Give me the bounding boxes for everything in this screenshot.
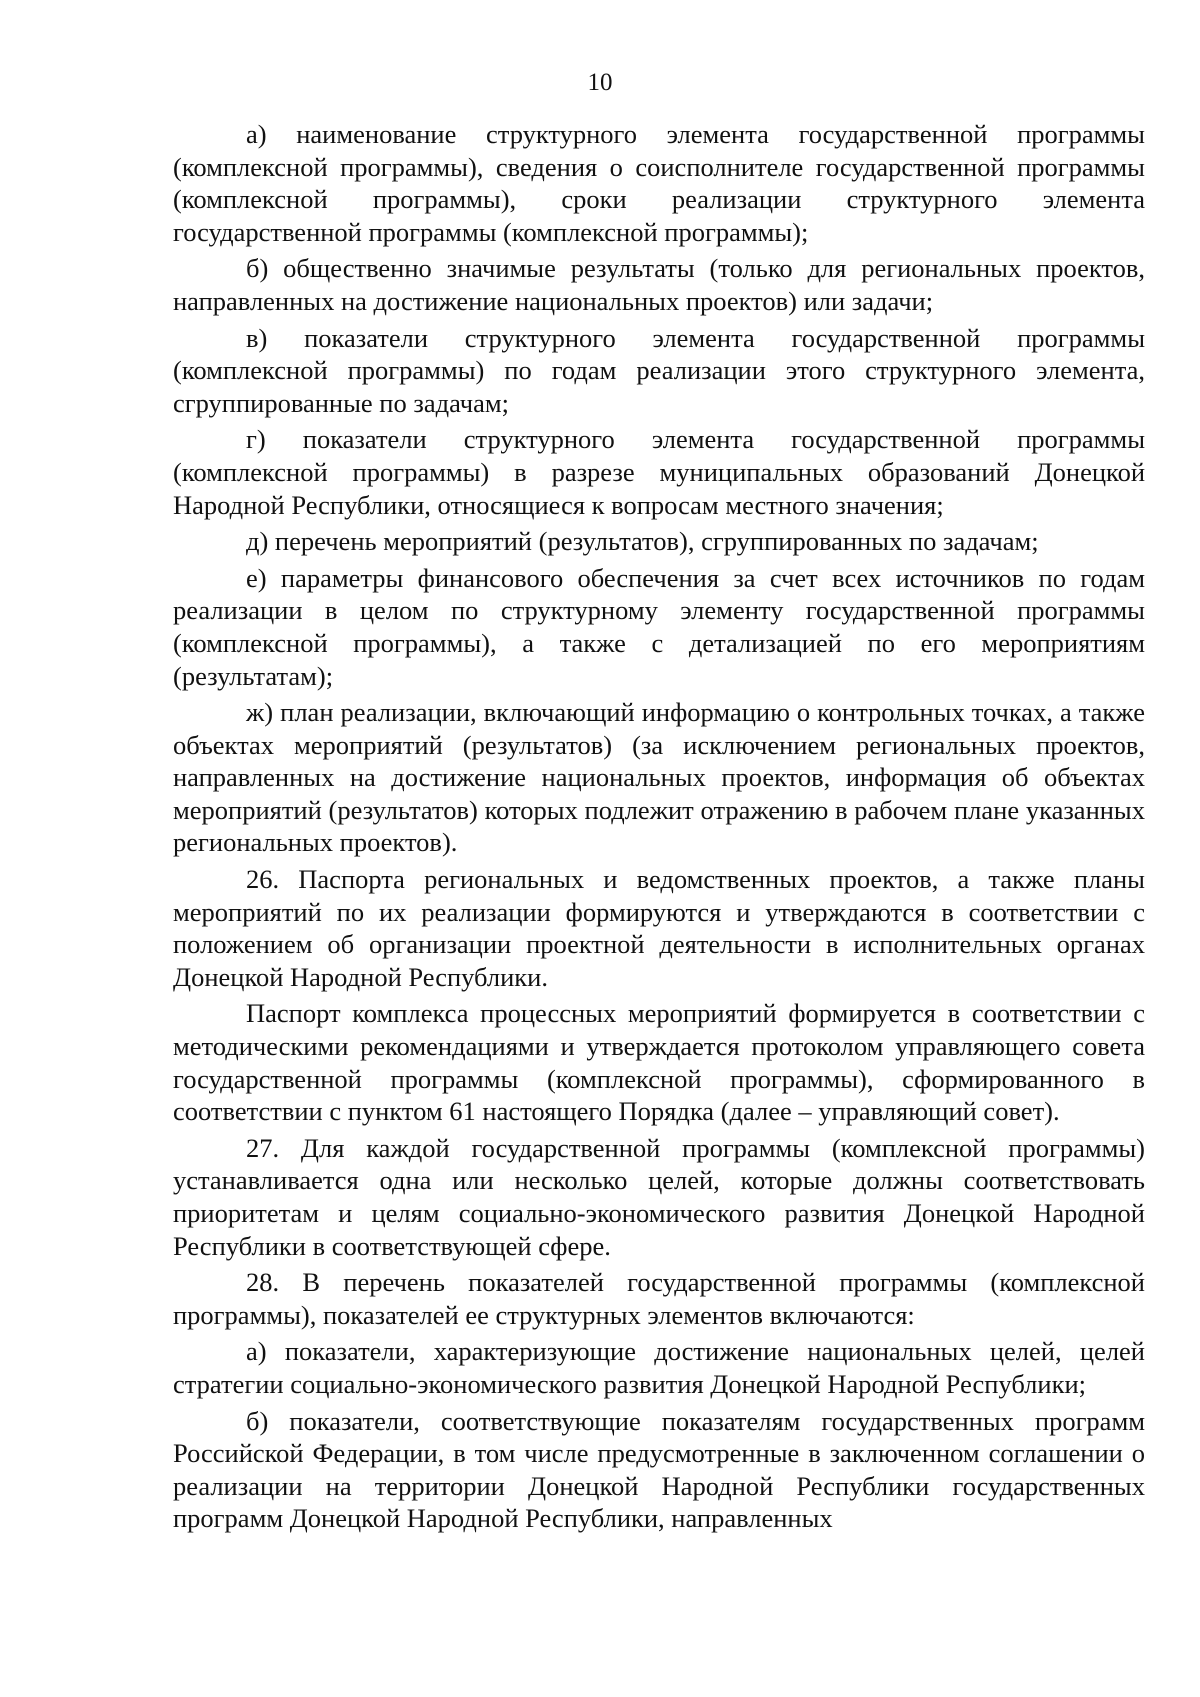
paragraph-g-indicators-by-municipalities: г) показатели структурного элемента государственной программы (комплексной программы) в разрезе муниципальных образований Донецкой Народной Республики, относящиеся к вопросам местного значения; [173,424,1145,520]
paragraph-process-measures-passport: Паспорт комплекса процессных мероприятий формируется в соответствии с методическими рекомендациями и утверждается протоколом управляющего совета государственной программы (комплексной программы), сформированного в соответствии с пунктом 61 настоящего Порядка (далее – управляющий совет). [173,998,1145,1127]
paragraph-b-significant-results: б) общественно значимые результаты (только для региональных проектов, направленных на достижение национальных проектов) или задачи; [173,253,1145,316]
paragraph-a-structural-element-name: а) наименование структурного элемента государственной программы (комплексной программы), сведения о соисполнителе государственной программы (комплексной программы), сроки реализации структурного элемента государственной программы (комплексной программы); [173,119,1145,247]
paragraph-d-list-of-measures: д) перечень мероприятий (результатов), сгруппированных по задачам; [246,526,1039,557]
paragraph-26-project-passports: 26. Паспорта региональных и ведомственных проектов, а также планы мероприятий по их реализации формируются и утверждаются в соответствии с положением об организации проектной деятельности в исполнительных органах Донецкой Народной Республики. [173,864,1145,992]
document-body [173,118,1145,1535]
paragraph-28-a-national-goals-indicators: а) показатели, характеризующие достижение национальных целей, целей стратегии социально-экономического развития Донецкой Народной Республики; [173,1336,1145,1399]
paragraph-28-b-federal-program-indicators: б) показатели, соответствующие показателям государственных программ Российской Федерации, в том числе предусмотренные в заключенном соглашении о реализации на территории Донецкой Народной Республики государственных программ Донецкой Народной Республики, направленных [173,1405,1145,1534]
paragraph-e-financial-parameters: е) параметры финансового обеспечения за счет всех источников по годам реализации в целом по структурному элементу государственной программы (комплексной программы), а также с детализацией по его мероприятиям (результатам); [173,562,1145,691]
paragraph-v-indicators-by-years: в) показатели структурного элемента государственной программы (комплексной программы) по годам реализации этого структурного элемента, сгруппированные по задачам; [173,322,1145,418]
paragraph-zh-implementation-plan: ж) план реализации, включающий информацию о контрольных точках, а также объектах мероприятий (результатов) (за исключением региональных проектов, направленных на достижение национальных проектов, информация об объектах мероприятий (результатов) которых подлежит отражению в рабочем плане указанных региональных проектов). [173,697,1145,858]
page-number: 10 [587,69,613,96]
paragraph-27-program-goals: 27. Для каждой государственной программы (комплексной программы) устанавливается одна или несколько целей, которые должны соответствовать приоритетам и целям социально-экономического развития Донецкой Народной Республики в соответствующей сфере. [173,1132,1145,1261]
paragraph-28-list-of-indicators: 28. В перечень показателей государственной программы (комплексной программы), показателей ее структурных элементов включаются: [173,1267,1145,1330]
